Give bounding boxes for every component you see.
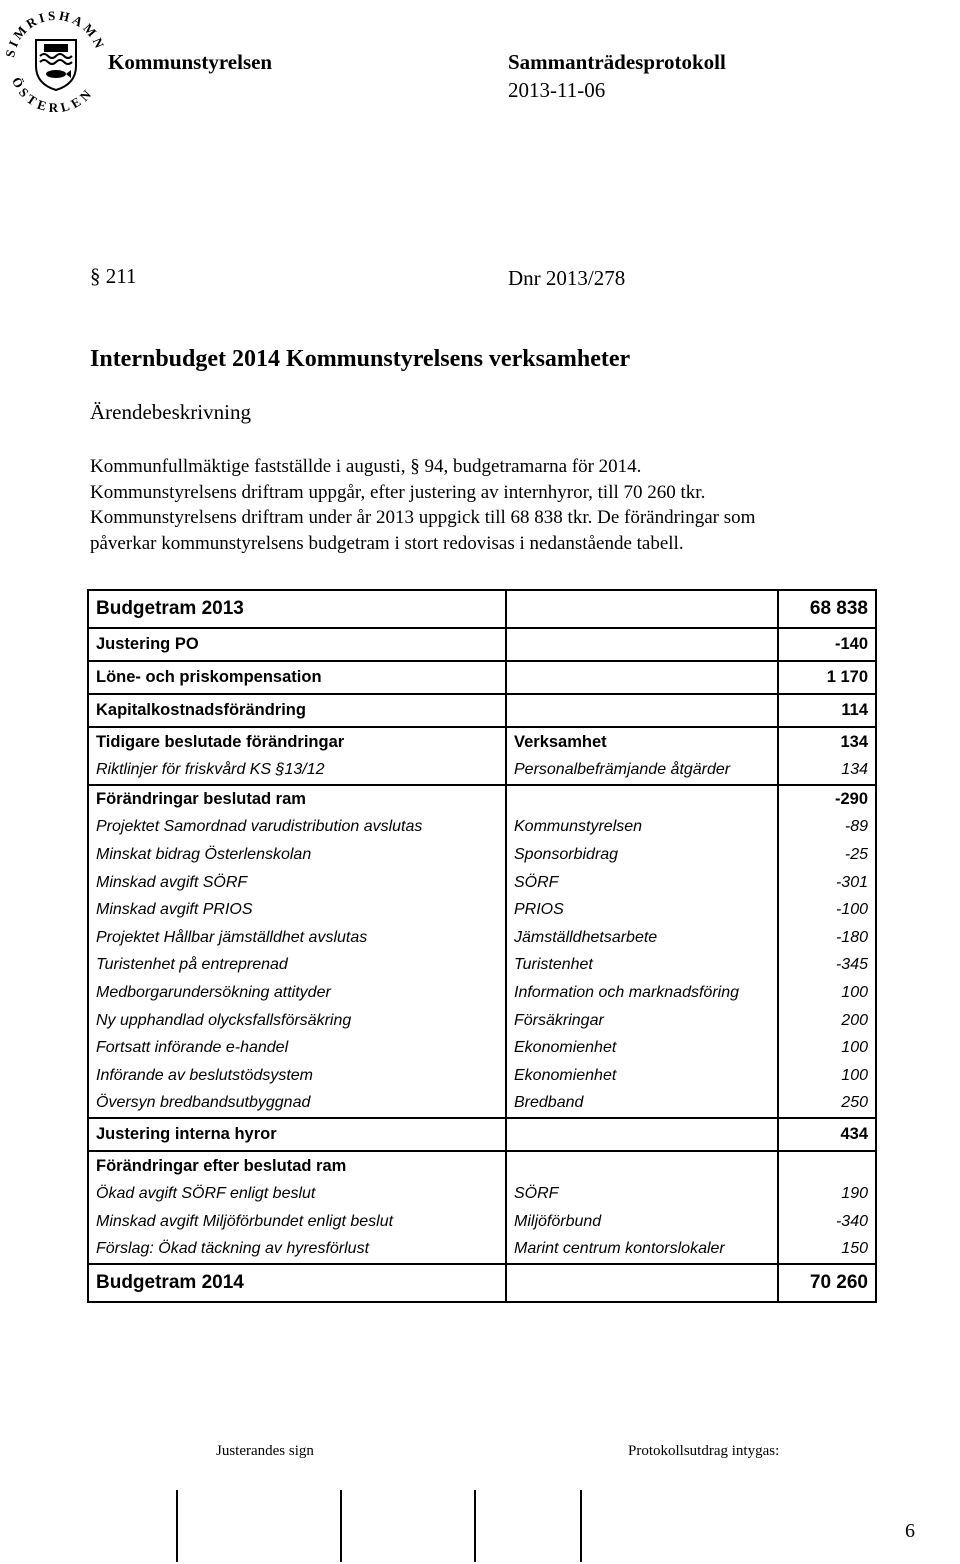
document-title: Internbudget 2014 Kommunstyrelsens verksamheter [90,346,631,372]
row-value: 1 170 [778,661,876,694]
budget-row [88,661,876,694]
row-value: 70 260 [778,1264,876,1302]
row-label: Förändringar efter beslutad ram [88,1151,506,1180]
row-value: 100 [778,1062,876,1090]
row-unit: Miljöförbund [506,1208,778,1236]
budget-row [88,979,876,1007]
signature-box-divider [340,1490,342,1562]
row-unit [506,1151,778,1180]
body-line: påverkar kommunstyrelsens budgetram i stort redovisas i nedanstående tabell. [90,532,684,554]
row-unit: SÖRF [506,1180,778,1208]
row-value: 68 838 [778,590,876,628]
body-line: Kommunstyrelsens driftram uppgår, efter justering av internhyror, till 70 260 tkr. [90,481,706,503]
budget-row [88,590,876,628]
row-value: 190 [778,1180,876,1208]
row-unit [506,1264,778,1302]
row-unit: Turistenhet [506,952,778,980]
budget-row [88,1235,876,1264]
budget-row [88,756,876,785]
row-value: -100 [778,896,876,924]
row-unit: Information och marknadsföring [506,979,778,1007]
row-value: -89 [778,814,876,842]
budget-row [88,1180,876,1208]
row-label: Riktlinjer för friskvård KS §13/12 [88,756,506,785]
row-unit [506,1118,778,1151]
row-label: Fortsatt införande e-handel [88,1034,506,1062]
budget-row [88,1264,876,1302]
body-line: Kommunfullmäktige fastställde i augusti, § 94, budgetramarna för 2014. [90,456,642,477]
paragraph-number [90,264,136,289]
row-label: Översyn bredbandsutbyggnad [88,1090,506,1119]
row-value: -180 [778,924,876,952]
row-value: 434 [778,1118,876,1151]
row-unit: Ekonomienhet [506,1062,778,1090]
row-unit [506,785,778,814]
row-label: Förändringar beslutad ram [88,785,506,814]
paragraph-symbol: § [90,264,101,288]
row-value: -290 [778,785,876,814]
budget-table [87,589,877,1303]
row-label: Minskad avgift SÖRF [88,869,506,897]
row-label: Ökad avgift SÖRF enligt beslut [88,1180,506,1208]
row-label: Minskat bidrag Österlenskolan [88,841,506,869]
row-value: 114 [778,694,876,727]
row-unit: Verksamhet [506,727,778,756]
row-value: -25 [778,841,876,869]
budget-row [88,1034,876,1062]
body-line: Kommunstyrelsens driftram under år 2013 uppgick till 68 838 tkr. De förändringar som [90,507,756,528]
row-label: Införande av beslutstödsystem [88,1062,506,1090]
budget-row [88,896,876,924]
row-value: -301 [778,869,876,897]
row-value: 100 [778,979,876,1007]
row-unit: Marint centrum kontorslokaler [506,1235,778,1264]
row-label: Ny upphandlad olycksfallsförsäkring [88,1007,506,1035]
row-label: Justering PO [88,628,506,661]
row-label: Minskad avgift PRIOS [88,896,506,924]
row-label: Löne- och priskompensation [88,661,506,694]
signature-box-divider [580,1490,582,1562]
budget-row [88,924,876,952]
signature-box-divider [474,1490,476,1562]
row-unit [506,628,778,661]
budget-row [88,841,876,869]
row-unit: Bredband [506,1090,778,1119]
row-value: 100 [778,1034,876,1062]
row-label: Förslag: Ökad täckning av hyresförlust [88,1235,506,1264]
row-unit: Sponsorbidrag [506,841,778,869]
budget-row [88,869,876,897]
row-unit [506,694,778,727]
budget-row [88,694,876,727]
budget-row [88,1151,876,1180]
row-label: Budgetram 2013 [88,590,506,628]
row-label: Projektet Hållbar jämställdhet avslutas [88,924,506,952]
budget-row [88,1090,876,1119]
row-label: Kapitalkostnadsförändring [88,694,506,727]
row-unit: Kommunstyrelsen [506,814,778,842]
budget-row [88,1007,876,1035]
row-label: Minskad avgift Miljöförbundet enligt beslut [88,1208,506,1236]
row-label: Justering interna hyror [88,1118,506,1151]
row-unit: PRIOS [506,896,778,924]
row-unit: Personalbefrämjande åtgärder [506,756,778,785]
diary-number: Dnr 2013/278 [508,266,626,290]
row-value: -140 [778,628,876,661]
row-value: 134 [778,756,876,785]
row-value [778,1151,876,1180]
budget-row [88,952,876,980]
budget-row [88,1208,876,1236]
signature-box-divider [176,1490,178,1562]
row-label: Budgetram 2014 [88,1264,506,1302]
paragraph-number-value: 211 [105,264,137,288]
budget-row [88,727,876,756]
extract-label: Protokollsutdrag intygas: [628,1443,780,1459]
header-organization: Kommunstyrelsen [108,50,273,74]
page-number: 6 [905,1520,915,1542]
row-unit: SÖRF [506,869,778,897]
row-unit: Försäkringar [506,1007,778,1035]
row-unit: Ekonomienhet [506,1034,778,1062]
row-value: 134 [778,727,876,756]
municipal-seal-logo [0,0,110,120]
row-label: Turistenhet på entreprenad [88,952,506,980]
header-date: 2013-11-06 [508,78,606,102]
case-description [90,454,930,556]
budget-row [88,628,876,661]
row-label: Tidigare beslutade förändringar [88,727,506,756]
signer-label: Justerandes sign [216,1443,314,1459]
row-unit [506,661,778,694]
row-unit [506,590,778,628]
budget-row [88,1062,876,1090]
row-unit: Jämställdhetsarbete [506,924,778,952]
logo-text-top: SIMRISHAMN [2,7,109,59]
row-value: -340 [778,1208,876,1236]
row-value: -345 [778,952,876,980]
row-label: Projektet Samordnad varudistribution avslutas [88,814,506,842]
row-label: Medborgarundersökning attityder [88,979,506,1007]
row-value: 200 [778,1007,876,1035]
header-document-type: Sammanträdesprotokoll [508,50,726,74]
row-value: 150 [778,1235,876,1264]
budget-row [88,814,876,842]
section-heading: Ärendebeskrivning [90,400,251,424]
logo-text-bottom: ÖSTERLEN [8,74,97,116]
budget-row [88,785,876,814]
budget-row [88,1118,876,1151]
row-value: 250 [778,1090,876,1119]
